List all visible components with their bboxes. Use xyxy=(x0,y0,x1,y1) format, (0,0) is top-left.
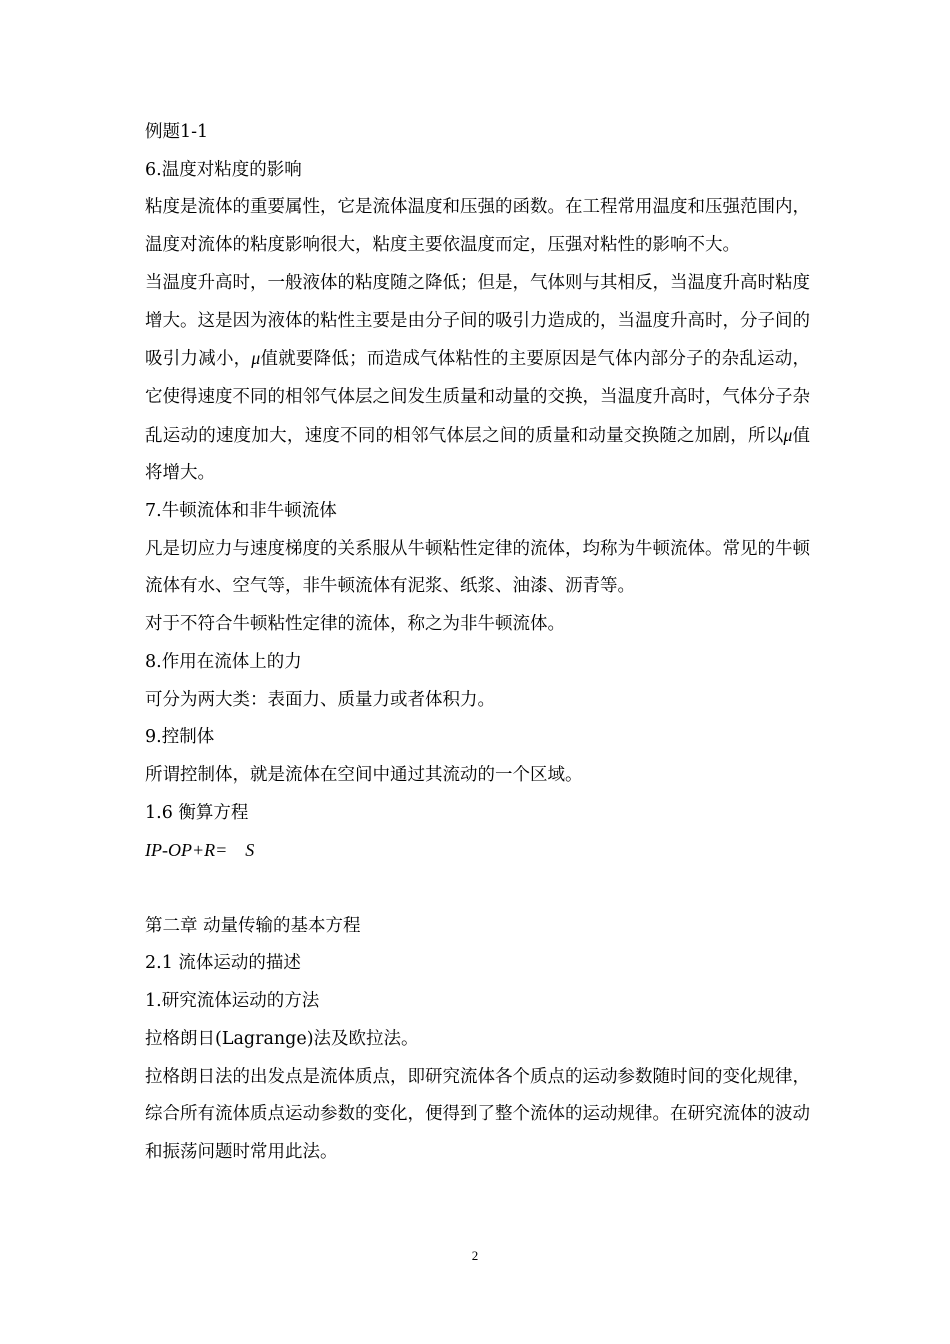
section-2-1-1-paragraph-1: 拉格朗日(Lagrange)法及欧拉法。 xyxy=(145,1028,419,1049)
section-7-heading: 7.牛顿流体和非牛顿流体 xyxy=(145,501,337,522)
section-6-paragraph-2 xyxy=(145,265,810,493)
section-6-paragraph-1: 粘度是流体的重要属性，它是流体温度和压强的函数。在工程常用温度和压强范围内，温度对流体的粘度影响很大，粘度主要依温度而定，压强对粘性的影响不大。 xyxy=(145,197,810,256)
section-8-paragraph-1: 可分为两大类：表面力、质量力或者体积力。 xyxy=(145,689,495,710)
document-body xyxy=(145,114,810,1172)
blank-line xyxy=(145,870,810,908)
section-8-heading: 8.作用在流体上的力 xyxy=(145,651,302,672)
section-2-1-heading: 2.1 流体运动的描述 xyxy=(145,953,301,974)
balance-equation xyxy=(145,832,810,870)
section-7-paragraph-1: 凡是切应力与速度梯度的关系服从牛顿粘性定律的流体，均称为牛顿流体。常见的牛顿流体有水、空气等，非牛顿流体有泥浆、纸浆、油漆、沥青等。 xyxy=(145,538,810,597)
section-6-paragraph-2-part-c: 值将增大。 xyxy=(145,425,811,484)
section-6-heading: 6.温度对粘度的影响 xyxy=(145,159,302,180)
balance-equation-right: S xyxy=(245,840,255,861)
chapter-2-heading: 第二章 动量传输的基本方程 xyxy=(145,915,361,936)
page-number: 2 xyxy=(471,1248,479,1263)
section-6-paragraph-2-part-b: 值就要降低；而造成气体粘性的主要原因是气体内部分子的杂乱运动，它使得速度不同的相邻气体层之间发生质量和动量的交换，当温度升高时，气体分子杂乱运动的速度加大，速度不同的相邻气体层之间的质量和动量交换随之加剧，所以 xyxy=(145,349,811,446)
balance-equation-left: IP-OP+R= xyxy=(145,840,228,861)
example-label: 例题1-1 xyxy=(145,122,209,142)
section-9-paragraph-1: 所谓控制体，就是流体在空间中通过其流动的一个区域。 xyxy=(145,764,583,785)
section-7-paragraph-2: 对于不符合牛顿粘性定律的流体，称之为非牛顿流体。 xyxy=(145,614,565,635)
mu-symbol: μ xyxy=(251,348,261,369)
section-9-heading: 9.控制体 xyxy=(145,727,215,748)
section-2-1-1-heading: 1.研究流体运动的方法 xyxy=(145,991,320,1012)
section-6-paragraph-2-part-a: 当温度升高时，一般液体的粘度随之降低；但是，气体则与其相反，当温度升高时粘度增大。这是因为液体的粘性主要是由分子间的吸引力造成的，当温度升高时，分子间的吸引力减小， xyxy=(145,272,810,370)
section-1-6-heading: 1.6 衡算方程 xyxy=(145,802,249,823)
section-2-1-1-paragraph-2: 拉格朗日法的出发点是流体质点，即研究流体各个质点的运动参数随时间的变化规律，综合所有流体质点运动参数的变化，便得到了整个流体的运动规律。在研究流体的波动和振荡问题时常用此法。 xyxy=(145,1066,810,1162)
mu-symbol-2: μ xyxy=(783,424,793,445)
